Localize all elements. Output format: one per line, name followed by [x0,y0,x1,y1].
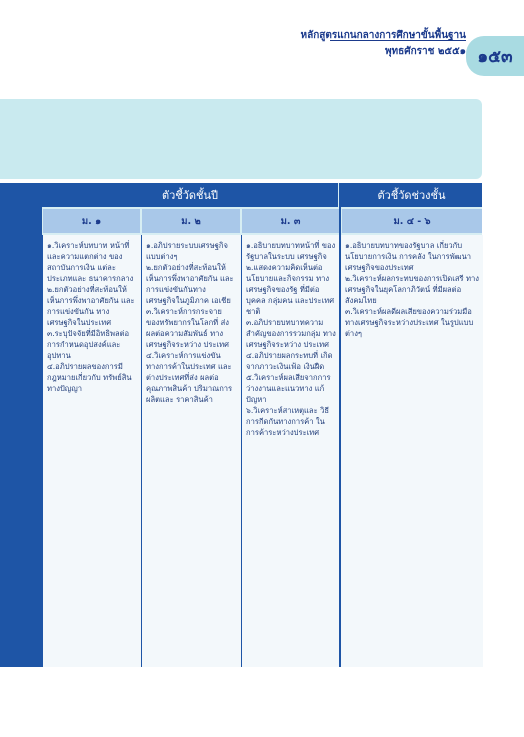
indicator-item: ๑.อธิบายบทบาทหน้าที่ ของรัฐบาลในระบบ เศรษฐกิจ [246,241,336,261]
grade-header-m1: ม. ๑ [43,209,140,233]
indicator-item: ๔.วิเคราะห์การแข่งขัน ทางการค้าในประเทศ และต่างประเทศที่ส่ง ผลต่อคุณภาพสินค้า ปริมาณการผลิตและ ราคาสินค้า [146,351,233,404]
column-m1 [42,235,141,667]
indicator-item: ๓.อภิปรายบทบาทความ สำคัญของการรวมกลุ่ม ทางเศรษฐกิจระหว่าง ประเทศ [246,318,336,349]
table-left-bar [0,183,42,667]
level-indicators-header: ตัวชี้วัดช่วงชั้น [341,183,482,207]
grade-header-m3: ม. ๓ [242,209,339,233]
indicator-item: ๓.วิเคราะห์การกระจาย ของทรัพยากรในโลกที่ ส่งผลต่อความสัมพันธ์ ทางเศรษฐกิจระหว่าง ประเทศ [146,307,229,349]
section-divider [339,183,341,667]
grade-header-m2: ม. ๒ [142,209,240,233]
indicator-item: ๖.วิเคราะห์สาเหตุและ วิธีการกีดกันทางการค้า ในการค้าระหว่างประเทศ [246,406,329,437]
page-number: ๑๕๓ [477,46,513,67]
page-number-tab [466,36,524,76]
column-m2 [141,235,241,667]
header-rule [330,40,466,41]
book-title: หลักสูตรแกนกลางการศึกษาขั้นพื้นฐาน [300,30,466,41]
indicator-item: ๓.วิเคราะห์ผลดีผลเสียของความร่วมมือ ทางเศรษฐกิจระหว่างประเทศ ในรูปแบบต่างๆ [345,307,474,338]
indicator-item: ๒.วิเคราะห์ผลกระทบของการเปิดเสรี ทางเศรษฐกิจในยุคโลกาภิวัตน์ ที่มีผลต่อสังคมไทย [345,274,479,305]
book-year: พุทธศักราช ๒๕๕๑ [384,46,466,57]
indicator-item: ๔.อภิปรายผลกระทบที่ เกิดจากภาวะเงินเฟ้อ เงินฝืด [246,351,333,371]
indicator-item: ๑.อธิบายบทบาทของรัฐบาล เกี่ยวกับนโยบายการเงิน การคลัง ในการพัฒนาเศรษฐกิจของประเทศ [345,241,472,272]
indicator-item: ๒.ยกตัวอย่างที่สะท้อนให้ เห็นการพึ่งพาอาศัยกัน และการแข่งขันกันทาง เศรษฐกิจในภูมิภาค เอเชีย [146,263,234,305]
column-m3 [241,235,340,667]
indicator-item: ๓.ระบุปัจจัยที่มีอิทธิพลต่อ การกำหนดอุปสงค์และ อุปทาน [47,329,130,360]
indicator-item: ๔.อภิปรายผลของการมี กฎหมายเกี่ยวกับ ทรัพย์สินทางปัญญา [47,362,132,393]
indicator-item: ๕.วิเคราะห์ผลเสียจากการ ว่างงานและแนวทาง แก้ปัญหา [246,373,331,404]
grade-indicators-header: ตัวชี้วัดชั้นปี [42,183,338,207]
indicator-item: ๒.ยกตัวอย่างที่สะท้อนให้ เห็นการพึ่งพาอาศัยกัน และการแข่งขันกัน ทางเศรษฐกิจในประเทศ [47,285,135,327]
indicator-item: ๑.อภิปรายระบบเศรษฐกิจ แบบต่างๆ [146,241,228,261]
indicator-item: ๒.แสดงความคิดเห็นต่อ นโยบายและกิจกรรม ทางเศรษฐกิจของรัฐ ที่มีต่อบุคคล กลุ่มคน และประเทศชาติ [246,263,335,316]
info-box [0,99,482,179]
grade-header-m4-6: ม. ๔ - ๖ [342,209,482,233]
column-m4-6 [340,235,483,667]
indicator-item: ๑.วิเคราะห์บทบาท หน้าที่และความแตกต่าง ของสถาบันการเงิน แต่ละประเภทและ ธนาคารกลาง [47,241,134,283]
